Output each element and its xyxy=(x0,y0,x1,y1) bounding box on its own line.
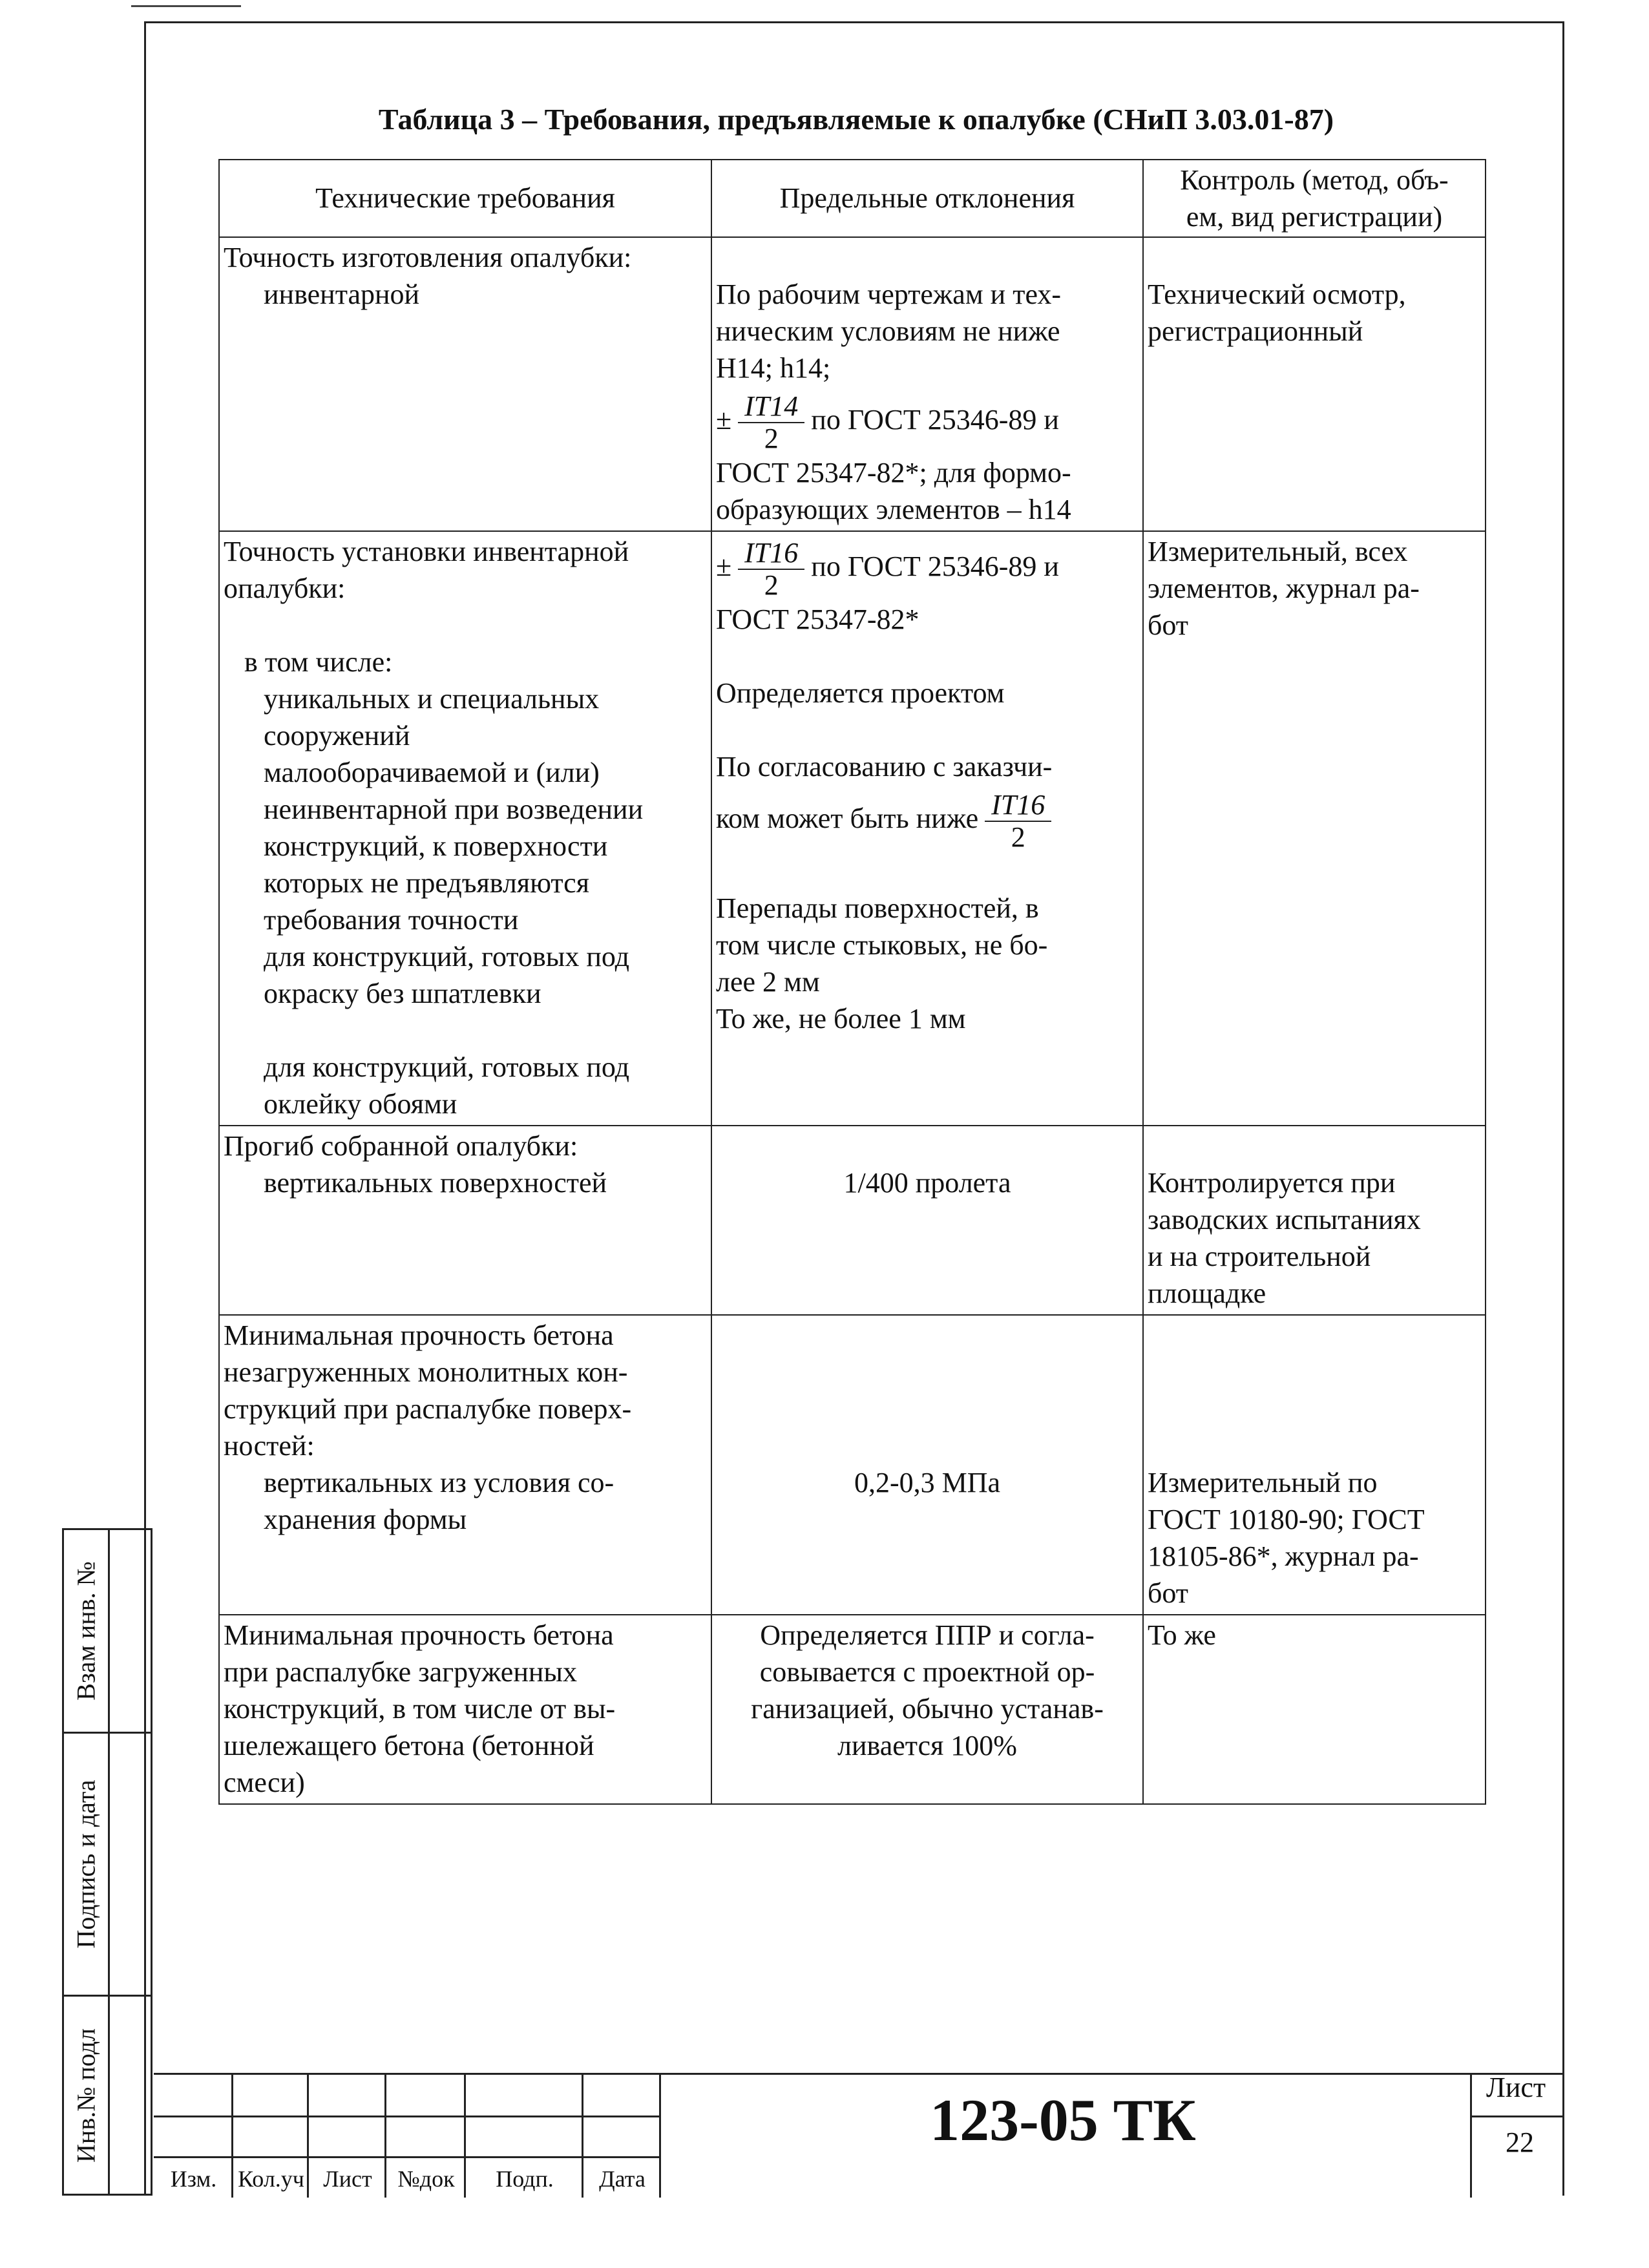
cell-control: Измерительный по ГОСТ 10180-90; ГОСТ 18105-86*, журнал ра- бот xyxy=(1143,1315,1486,1615)
stamp-list: Лист xyxy=(323,2166,372,2192)
stamp-izm: Изм. xyxy=(170,2166,217,2192)
table-row xyxy=(219,237,1486,531)
requirements-table xyxy=(218,159,1486,1805)
sidebar-inv: Инв.№ подл xyxy=(62,1995,152,2196)
table-row xyxy=(219,1615,1486,1804)
sheet-number: 22 xyxy=(1506,2126,1534,2158)
fraction-it16: $\frac{IT16}{2}$ xyxy=(738,538,804,601)
table-row xyxy=(219,1315,1486,1615)
cell-requirement: Минимальная прочность бетона незагруженных монолитных кон- струкций при распалубке поверх- ностей: вертикальных из условия со- хранения формы xyxy=(219,1315,711,1615)
cell-deviation: По рабочим чертежам и тех- ническим условиям не ниже H14; h14; ± $\frac{IT14}{2}$ по ГОСТ 25346-89 и ГОСТ 25347-82*; для формо- образующих элементов – h14 xyxy=(711,237,1143,531)
stamp-data: Дата xyxy=(599,2166,646,2192)
fraction-it14: $\frac{IT14}{2}$ xyxy=(738,391,804,454)
cell-requirement: Минимальная прочность бетона при распалубке загруженных конструкций, в том числе от вы- шележащего бетона (бетонной смеси) xyxy=(219,1615,711,1804)
table-row xyxy=(219,1126,1486,1315)
cell-deviation: Определяется ППР и согла- совывается с проектной ор- ганизацией, обычно устанав- ливается 100% xyxy=(711,1615,1143,1804)
stamp-podp: Подп. xyxy=(496,2166,554,2192)
cell-control: Измерительный, всех элементов, журнал ра- бот xyxy=(1143,531,1486,1126)
header-control: Контроль (метод, объ- ем, вид регистрации) xyxy=(1143,160,1486,237)
document-code: 123-05 ТК xyxy=(930,2087,1196,2153)
fraction-line: ± $\frac{IT14}{2}$ по ГОСТ 25346-89 и xyxy=(716,390,1059,454)
top-mark xyxy=(131,5,241,7)
sidebar-podpis: Подпись и дата xyxy=(62,1732,152,1997)
header-technical: Технические требования xyxy=(219,160,711,237)
table-row xyxy=(219,531,1486,1126)
table-title: Таблица 3 – Требования, предъявляемые к опалубке (СНиП 3.03.01-87) xyxy=(378,103,1334,136)
fraction-line: ± $\frac{IT16}{2}$ по ГОСТ 25346-89 и xyxy=(716,536,1059,601)
sheet-label: Лист xyxy=(1486,2072,1546,2103)
cell-requirement: Точность изготовления опалубки: инвентарной xyxy=(219,237,711,531)
cell-control: Контролируется при заводских испытаниях и на строительной площадке xyxy=(1143,1126,1486,1315)
cell-requirement: Прогиб собранной опалубки: вертикальных поверхностей xyxy=(219,1126,711,1315)
cell-deviation: 0,2-0,3 МПа xyxy=(711,1315,1143,1615)
fraction-line: ком может быть ниже $\frac{IT16}{2}$ xyxy=(716,785,1139,853)
table-header-row xyxy=(219,160,1486,237)
cell-deviation: ± $\frac{IT16}{2}$ по ГОСТ 25346-89 и ГОСТ 25347-82* Определяется проектом По согласованию с заказчи- ком может быть ниже $\frac{IT16}{2}$ Перепады поверхностей, в том числе стыковых, не бо- лее 2 мм То же, не более 1 мм xyxy=(711,531,1143,1126)
fraction-it16: $\frac{IT16}{2}$ xyxy=(985,790,1051,853)
sidebar-vzam: Взам инв. № xyxy=(62,1528,152,1734)
header-deviation: Предельные отклонения xyxy=(711,160,1143,237)
cell-control: То же xyxy=(1143,1615,1486,1804)
cell-requirement: Точность установки инвентарной опалубки: в том числе: уникальных и специальных сооружений малооборачиваемой и (или) неинвентарной при возведении конструкций, к поверхности которых не предъявляются требования точности для конструкций, готовых под окраску без шпатлевки для конструкций, готовых под оклейку обоями xyxy=(219,531,711,1126)
stamp-ndok: №док xyxy=(397,2166,455,2192)
stamp-koluch: Кол.уч xyxy=(238,2166,304,2192)
cell-deviation: 1/400 пролета xyxy=(711,1126,1143,1315)
cell-control: Технический осмотр, регистрационный xyxy=(1143,237,1486,531)
